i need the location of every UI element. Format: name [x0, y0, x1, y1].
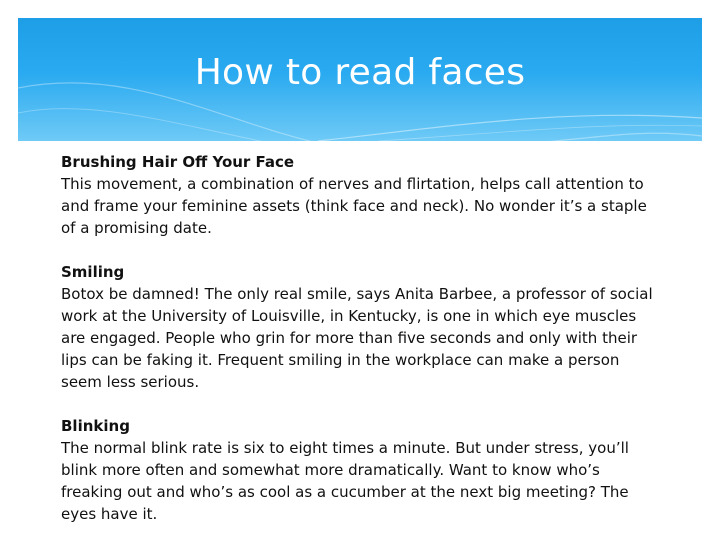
section-heading: Brushing Hair Off Your Face [61, 153, 295, 171]
section-heading: Blinking [61, 417, 130, 435]
slide-title: How to read faces [194, 52, 526, 93]
slide-content [61, 151, 653, 547]
section-body: The normal blink rate is six to eight times a minute. But under stress, you’ll blink more often and somewhat more dramatically. Want to know who’s freaking out and who’s as cool as a cucumber at the next big meeting? The eyes have it. [61, 439, 629, 523]
section-body: This movement, a combination of nerves and flirtation, helps call attention to and frame your feminine assets (think face and neck). No wonder it’s a staple of a promising date. [61, 175, 647, 237]
section-smiling [61, 261, 653, 393]
section-heading: Smiling [61, 263, 125, 281]
section-brushing-hair [61, 151, 653, 239]
section-body: Botox be damned! The only real smile, says Anita Barbee, a professor of social work at the University of Louisville, in Kentucky, is one in which eye muscles are engaged. People who grin for more than five seconds and only with their lips can be faking it. Frequent smiling in the workplace can make a person seem less serious. [61, 285, 653, 391]
section-blinking [61, 415, 653, 525]
